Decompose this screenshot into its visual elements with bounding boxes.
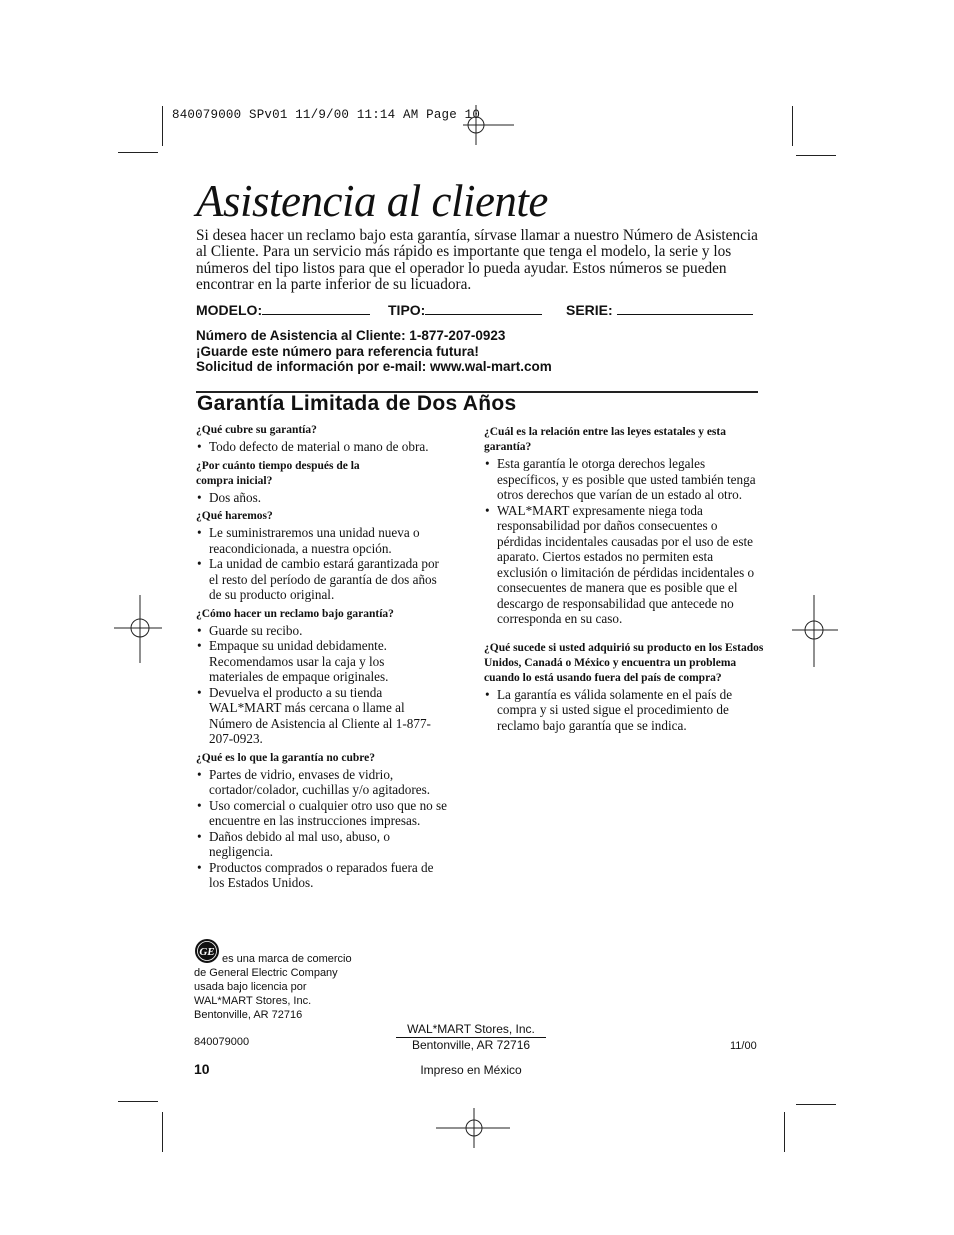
bullet-item: • WAL*MART expresamente niega toda responsabilidad por daños consecuentes o pérdidas incidentales causadas por el uso de este aparato. Ciertos estados no permiten esta exclusión o limitación de pérdidas incidentales o consecuentes de manera que es posible que el descargo de responsabilidad que antecede no corresponda en su caso. <box>484 503 764 627</box>
printed-in-note: Impreso en México <box>420 1063 522 1077</box>
bullet-list <box>196 439 471 455</box>
bullet-list <box>196 767 471 891</box>
serie-field <box>566 302 753 318</box>
serie-label: SERIE: <box>566 302 613 318</box>
bullet-item: • Devuelva el producto a su tienda WAL*MART más cercana o llame al Número de Asistencia al Cliente al 1-877-207-0923. <box>196 685 434 747</box>
bullet-item: • Dos años. <box>196 490 471 506</box>
page-number: 10 <box>194 1061 210 1077</box>
crop-mark <box>796 1104 836 1105</box>
warranty-left-column <box>196 419 471 891</box>
section-question: ¿Qué es lo que la garantía no cubre? <box>196 751 376 764</box>
bullet-item: • La garantía es válida solamente en el país de compra y si usted sigue el procedimiento de reclamo bajo garantía que se indica. <box>484 687 764 734</box>
company-address <box>396 1022 546 1053</box>
bullet-list <box>196 490 471 506</box>
registration-mark-left-icon <box>112 595 162 665</box>
section-question: ¿Qué cubre su garantía? <box>196 424 317 436</box>
bullet-item: • Productos comprados o reparados fuera de los Estados Unidos. <box>196 860 439 891</box>
bullet-item: • Daños debido al mal uso, abuso, o negligencia. <box>196 829 409 860</box>
page-title: Asistencia al cliente <box>196 176 548 226</box>
date-code: 11/00 <box>730 1040 757 1052</box>
modelo-field <box>196 302 370 318</box>
bullet-item: • Esta garantía le otorga derechos legales específicos, y es posible que usted también tenga otros derechos que varían de un estado al otro. <box>484 456 764 503</box>
bullet-item: • Partes de vidrio, envases de vidrio, cortador/colador, cuchillas y/o agitadores. <box>196 767 459 798</box>
phone-line: Número de Asistencia al Cliente: 1-877-207-0923 <box>196 328 506 343</box>
company-name: WAL*MART Stores, Inc. <box>396 1022 546 1038</box>
trademark-line: usada bajo licencia por <box>194 981 307 993</box>
company-city: Bentonville, AR 72716 <box>411 1038 531 1052</box>
trademark-notice <box>194 952 352 1022</box>
crop-mark <box>162 1112 163 1152</box>
modelo-blank-line <box>262 302 370 315</box>
warranty-title: Garantía Limitada de Dos Años <box>197 392 517 415</box>
bullet-item: • Guarde su recibo. <box>196 623 471 639</box>
tipo-label: TIPO: <box>388 302 426 318</box>
print-slug: 840079000 SPv01 11/9/00 11:14 AM Page 10 <box>172 108 481 122</box>
section-question: ¿Qué haremos? <box>196 510 273 522</box>
trademark-line: de General Electric Company <box>194 967 338 979</box>
intro-paragraph: Si desea hacer un reclamo bajo esta garantía, sírvase llamar a nuestro Número de Asistencia al Cliente. Para un servicio más rápido es importante que tenga el modelo, la serie y los números del tipo listos para que el operador lo pueda ayudar. Estos números se pueden encontrar en la parte inferior de su licuadora. <box>196 227 758 293</box>
registration-mark-bottom-icon <box>434 1106 514 1150</box>
crop-mark <box>162 106 163 146</box>
crop-mark <box>784 1112 785 1152</box>
document-number: 840079000 <box>194 1036 250 1048</box>
bullet-item: • Uso comercial o cualquier otro uso que no se encuentre en las instrucciones impresas. <box>196 798 471 829</box>
trademark-line: es una marca de comercio <box>222 953 352 965</box>
section-question: ¿Cuál es la relación entre las leyes estatales y esta garantía? <box>484 426 726 453</box>
tipo-blank-line <box>425 302 542 315</box>
crop-mark <box>792 106 793 146</box>
bullet-list <box>484 687 764 734</box>
crop-mark <box>796 155 836 156</box>
save-number-line: ¡Guarde este número para referencia futura! <box>196 343 479 359</box>
serie-blank-line <box>617 302 753 315</box>
svg-text:GE: GE <box>199 946 215 958</box>
bullet-item: • Todo defecto de material o mano de obra. <box>196 439 471 455</box>
section-question: ¿Qué sucede si usted adquirió su producto en los Estados Unidos, Canadá o México y encuentra un problema cuando lo está usando fuera del país de compra? <box>484 641 764 684</box>
trademark-line: Bentonville, AR 72716 <box>194 1009 303 1021</box>
bullet-list <box>484 456 764 627</box>
section-question: ¿Por cuánto tiempo después de la compra inicial? <box>196 459 360 487</box>
bullet-item: • La unidad de cambio estará garantizada por el resto del período de garantía de dos años de su producto original. <box>196 556 439 603</box>
bullet-list <box>196 623 471 747</box>
trademark-line: WAL*MART Stores, Inc. <box>194 995 312 1007</box>
email-line: Solicitud de información por e-mail: www.wal-mart.com <box>196 359 552 374</box>
modelo-label: MODELO: <box>196 302 263 318</box>
crop-mark <box>118 152 158 153</box>
bullet-item: • Le suministraremos una unidad nueva o reacondicionada, a nuestra opción. <box>196 525 434 556</box>
bullet-list <box>196 525 471 603</box>
registration-mark-right-icon <box>792 595 842 670</box>
warranty-right-column <box>484 421 764 733</box>
bullet-item: • Empaque su unidad debidamente. Recomendamos usar la caja y los materiales de empaque originales. <box>196 638 414 685</box>
tipo-field <box>388 302 542 318</box>
contact-block <box>196 328 552 375</box>
crop-mark <box>118 1101 158 1102</box>
section-question: ¿Cómo hacer un reclamo bajo garantía? <box>196 607 394 620</box>
